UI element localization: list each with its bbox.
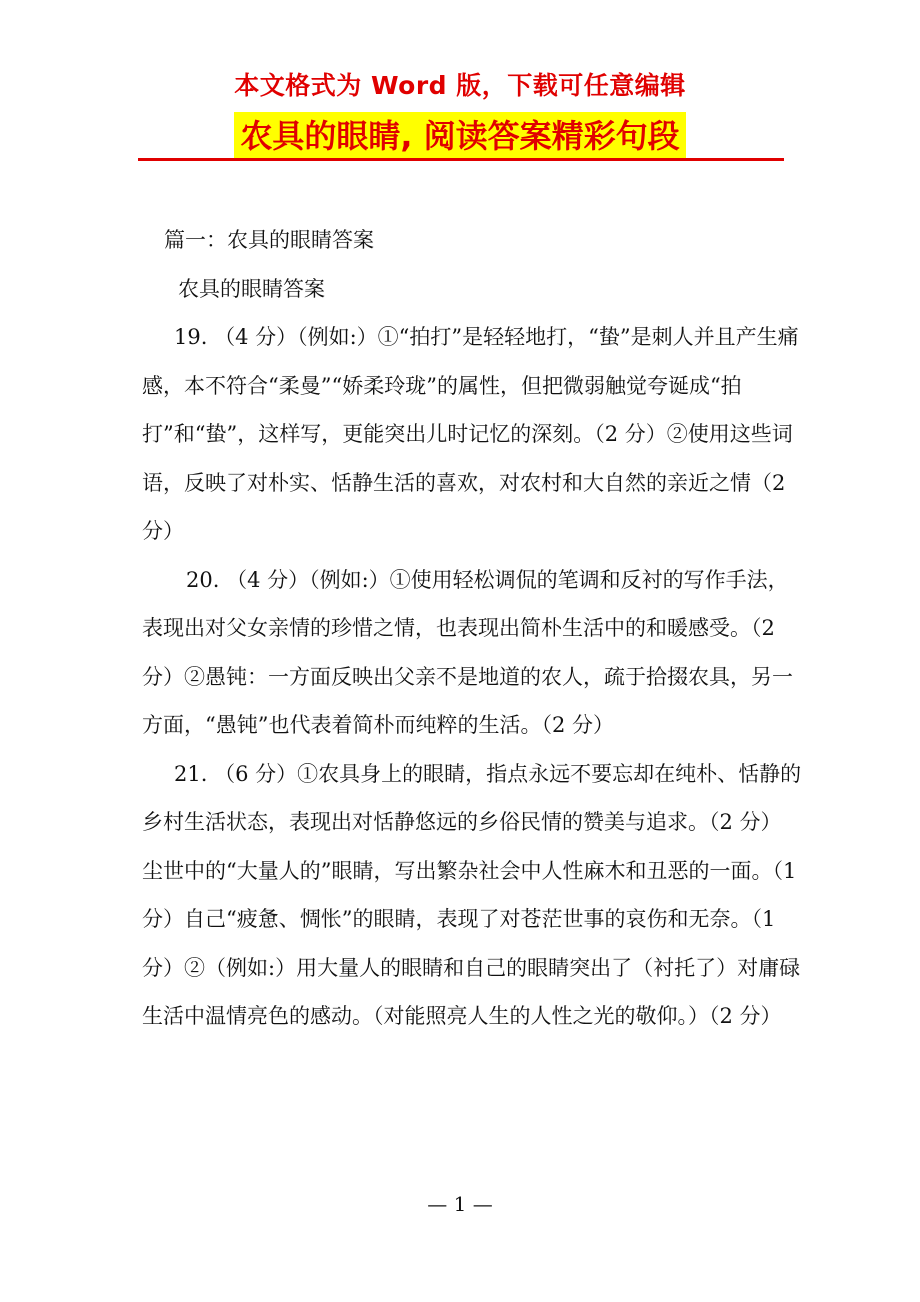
title-container (0, 112, 920, 160)
answer-21: 21. （6 分）①农具身上的眼睛，指点永远不要忘却在纯朴、恬静的乡村生活状态，表现出对恬静悠远的乡俗民情的赞美与追求。（2 分）尘世中的“大量人的”眼睛，写出繁杂社会中人性麻木和丑恶的一面。（1 分）自己“疲惫、惆怅”的眼睛，表现了对苍茫世事的哀伤和无奈。（1 分）②（例如:）用大量人的眼睛和自己的眼睛突出了（衬托了）对庸碌生活中温情亮色的感动。（对能照亮人生的人性之光的敬仰。）（2 分） (142, 761, 802, 1028)
title-divider (138, 158, 784, 161)
answer-20: 20. （4 分）（例如:）①使用轻松调侃的笔调和反衬的写作手法，表现出对父女亲情的珍惜之情，也表现出简朴生活中的和暖感受。（2 分）②愚钝：一方面反映出父亲不是地道的农人，疏于拾掇农具，另一方面，“愚钝”也代表着简朴而纯粹的生活。（2 分） (142, 567, 793, 737)
sub-heading: 农具的眼睛答案 (178, 276, 325, 301)
page-number: — 1 — (427, 1192, 493, 1216)
download-banner: 本文格式为 Word 版，下载可任意编辑 (234, 71, 686, 100)
answer-19: 19. （4 分）（例如:）①“拍打”是轻轻地打，“蛰”是刺人并且产生痛感，本不符合“柔曼”“娇柔玲珑”的属性，但把微弱触觉夸诞成“拍打”和“蛰”，这样写，更能突出儿时记忆的深刻。（2 分）②使用这些词语，反映了对朴实、恬静生活的喜欢，对农村和大自然的亲近之情（2 分） (142, 325, 799, 543)
section-heading: 篇一：农具的眼睛答案 (164, 228, 374, 252)
document-title: 农具的眼睛, 阅读答案精彩句段 (234, 112, 685, 160)
document-body (142, 216, 802, 1041)
